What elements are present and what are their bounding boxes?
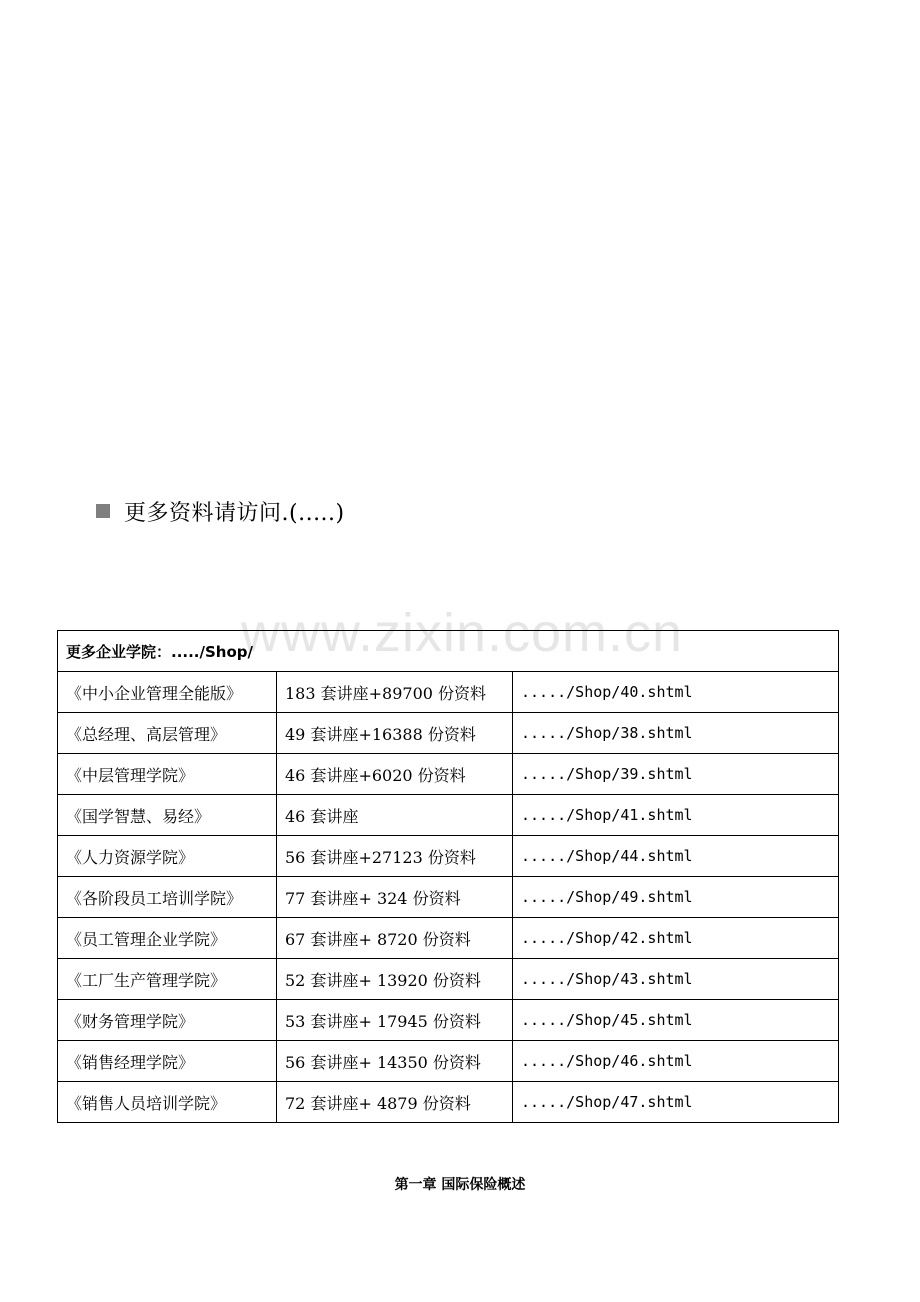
academy-name-cell: 《人力资源学院》	[58, 836, 277, 877]
square-bullet-icon	[96, 504, 110, 518]
academy-link-cell[interactable]: ...../Shop/45.shtml	[513, 1000, 839, 1041]
table-row	[58, 959, 839, 1000]
academy-name-cell: 《中小企业管理全能版》	[58, 672, 277, 713]
academy-link-cell[interactable]: ...../Shop/46.shtml	[513, 1041, 839, 1082]
academy-content-cell: 56 套讲座+27123 份资料	[277, 836, 513, 877]
academy-content-cell: 183 套讲座+89700 份资料	[277, 672, 513, 713]
academy-content-cell: 49 套讲座+16388 份资料	[277, 713, 513, 754]
academy-link-cell[interactable]: ...../Shop/43.shtml	[513, 959, 839, 1000]
academy-link-cell[interactable]: ...../Shop/39.shtml	[513, 754, 839, 795]
watermark: www.zixin.com.cn	[240, 603, 684, 663]
academy-name-cell: 《销售人员培训学院》	[58, 1082, 277, 1123]
table-row	[58, 1041, 839, 1082]
academy-content-cell: 67 套讲座+ 8720 份资料	[277, 918, 513, 959]
academy-name-cell: 《员工管理企业学院》	[58, 918, 277, 959]
academy-name-cell: 《中层管理学院》	[58, 754, 277, 795]
academy-link-cell[interactable]: ...../Shop/42.shtml	[513, 918, 839, 959]
table-row	[58, 754, 839, 795]
academy-name-cell: 《总经理、高层管理》	[58, 713, 277, 754]
chapter-title: 第一章 国际保险概述	[394, 1177, 526, 1193]
academy-content-cell: 72 套讲座+ 4879 份资料	[277, 1082, 513, 1123]
academy-name-cell: 《工厂生产管理学院》	[58, 959, 277, 1000]
visit-notice	[96, 494, 345, 528]
table-row	[58, 713, 839, 754]
academy-content-cell: 53 套讲座+ 17945 份资料	[277, 1000, 513, 1041]
academy-content-cell: 46 套讲座	[277, 795, 513, 836]
academy-content-cell: 52 套讲座+ 13920 份资料	[277, 959, 513, 1000]
academy-table	[57, 630, 839, 1123]
academy-content-cell: 46 套讲座+6020 份资料	[277, 754, 513, 795]
table-row	[58, 1000, 839, 1041]
table-row	[58, 672, 839, 713]
table-row	[58, 918, 839, 959]
table-row	[58, 877, 839, 918]
academy-link-cell[interactable]: ...../Shop/38.shtml	[513, 713, 839, 754]
table-row	[58, 836, 839, 877]
academy-name-cell: 《销售经理学院》	[58, 1041, 277, 1082]
visit-notice-text: 更多资料请访问.(.....)	[124, 500, 345, 526]
academy-name-cell: 《各阶段员工培训学院》	[58, 877, 277, 918]
table-row	[58, 1082, 839, 1123]
academy-content-cell: 77 套讲座+ 324 份资料	[277, 877, 513, 918]
table-row	[58, 795, 839, 836]
academy-link-cell[interactable]: ...../Shop/44.shtml	[513, 836, 839, 877]
table-header-row	[58, 631, 839, 672]
academy-name-cell: 《财务管理学院》	[58, 1000, 277, 1041]
academy-link-cell[interactable]: ...../Shop/40.shtml	[513, 672, 839, 713]
academy-name-cell: 《国学智慧、易经》	[58, 795, 277, 836]
academy-link-cell[interactable]: ...../Shop/41.shtml	[513, 795, 839, 836]
table-header-cell: 更多企业学院：...../Shop/	[58, 631, 839, 672]
academy-link-cell[interactable]: ...../Shop/49.shtml	[513, 877, 839, 918]
academy-link-cell[interactable]: ...../Shop/47.shtml	[513, 1082, 839, 1123]
academy-content-cell: 56 套讲座+ 14350 份资料	[277, 1041, 513, 1082]
